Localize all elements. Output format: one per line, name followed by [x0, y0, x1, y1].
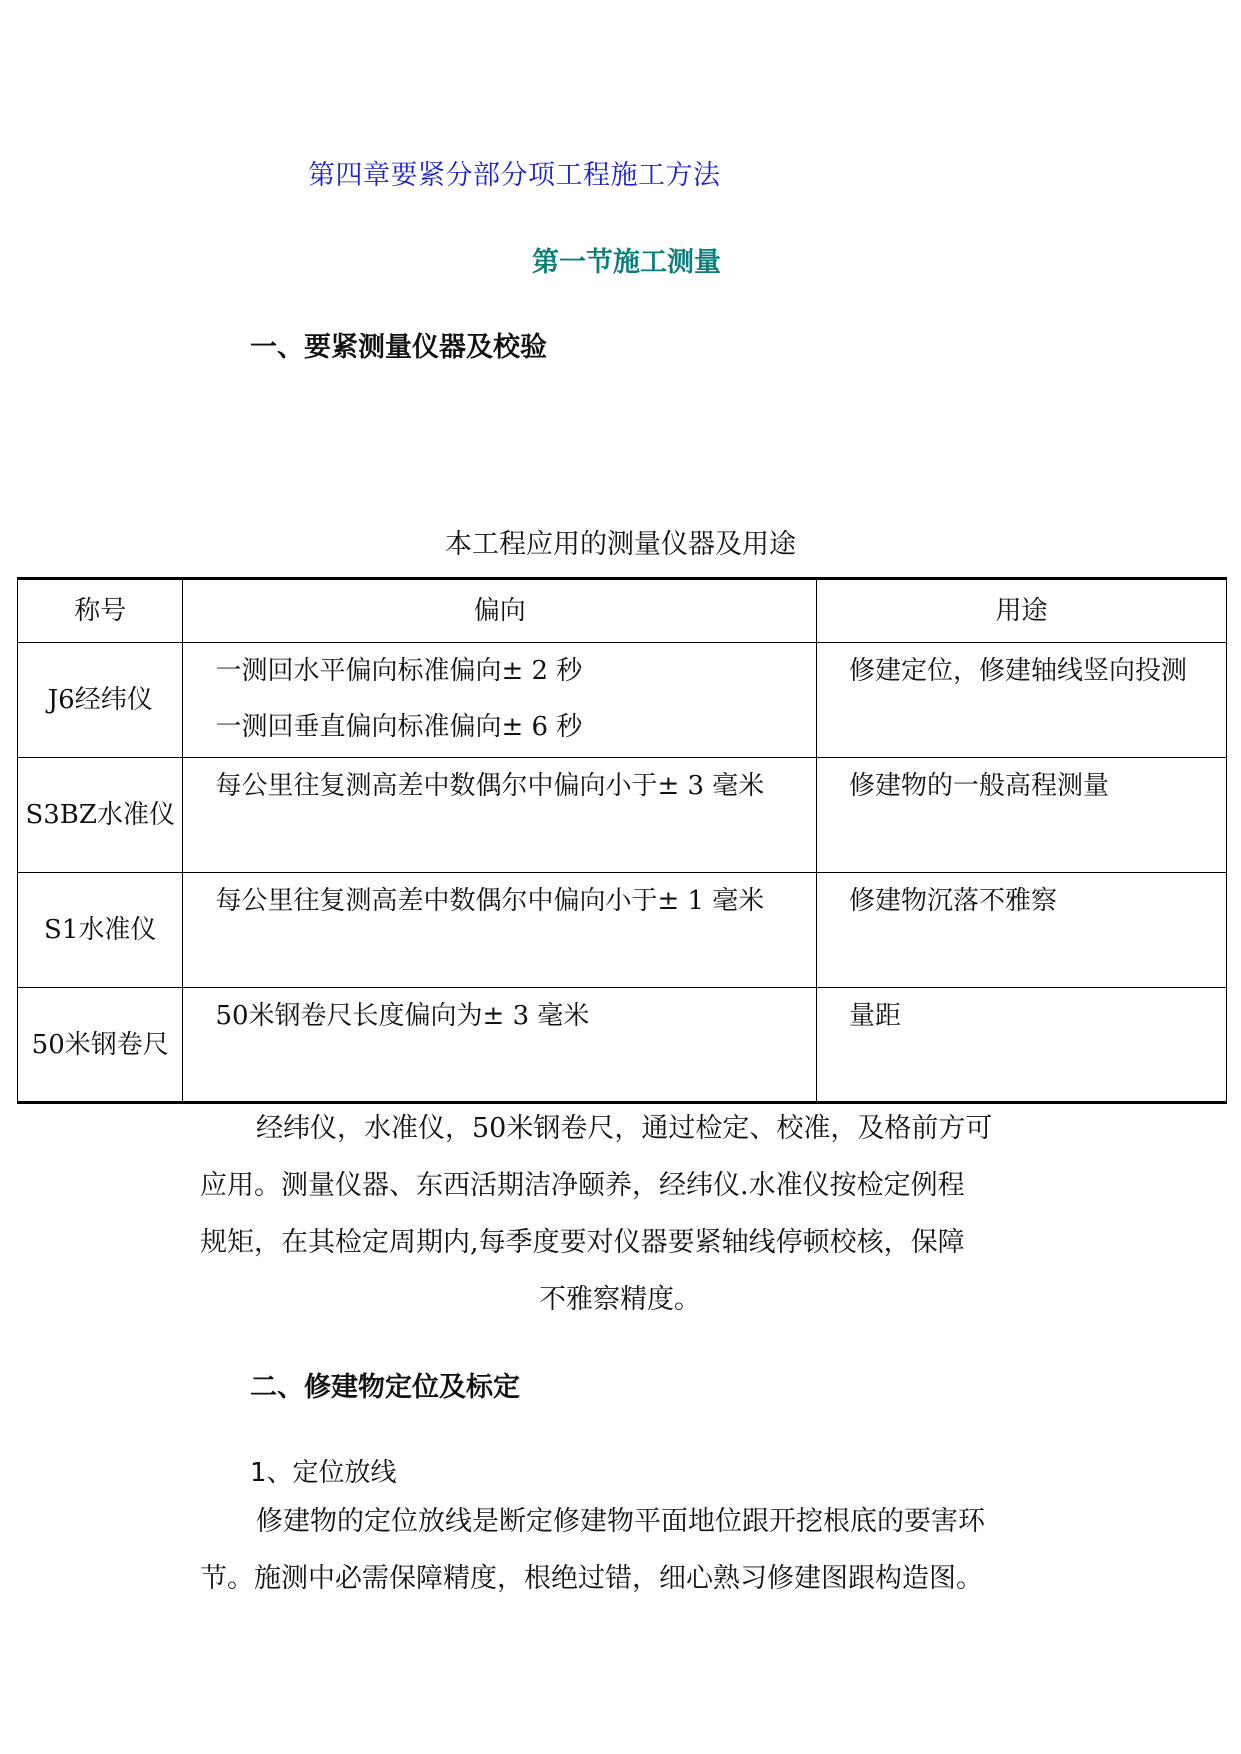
cell-name: S3BZ水准仪	[18, 758, 183, 873]
paragraph-line: 应用。测量仪器、东西活期洁净颐养，经纬仪.水准仪按检定例程	[200, 1170, 965, 1201]
paragraph-line: 节。施测中必需保障精度，根绝过错，细心熟习修建图跟构造图。	[200, 1563, 983, 1594]
instrument-table	[17, 577, 1227, 1104]
table-row	[18, 758, 1227, 873]
cell-use: 量距	[816, 988, 1226, 1103]
chapter-title: 第四章要紧分部分项工程施工方法	[308, 160, 721, 191]
table-row	[18, 873, 1227, 988]
heading-positioning: 二、修建物定位及标定	[250, 1372, 520, 1403]
cell-deviation: 每公里往复测高差中数偶尔中偏向小于± 3 毫米	[183, 758, 817, 873]
table-header-row	[18, 579, 1227, 643]
cell-deviation	[183, 643, 817, 758]
subheading-layout: 1、定位放线	[250, 1458, 397, 1488]
heading-instruments: 一、要紧测量仪器及校验	[250, 332, 547, 363]
table-row	[18, 643, 1227, 758]
cell-name: J6经纬仪	[18, 643, 183, 758]
cell-deviation-line: 一测回水平偏向标准偏向± 2 秒	[215, 656, 583, 686]
cell-use: 修建定位，修建轴线竖向投测	[816, 643, 1226, 758]
section-title: 第一节施工测量	[532, 247, 721, 278]
table-caption: 本工程应用的测量仪器及用途	[445, 529, 796, 560]
header-name: 称号	[18, 579, 183, 643]
cell-name: S1水准仪	[18, 873, 183, 988]
cell-deviation: 50米钢卷尺长度偏向为± 3 毫米	[183, 988, 817, 1103]
cell-use: 修建物沉落不雅察	[816, 873, 1226, 988]
table-row	[18, 988, 1227, 1103]
header-use: 用途	[816, 579, 1226, 643]
paragraph-calibration	[200, 1100, 1040, 1328]
header-deviation: 偏向	[183, 579, 817, 643]
cell-deviation: 每公里往复测高差中数偶尔中偏向小于± 1 毫米	[183, 873, 817, 988]
cell-deviation-line: 一测回垂直偏向标准偏向± 6 秒	[215, 712, 583, 742]
cell-name: 50米钢卷尺	[18, 988, 183, 1103]
paragraph-line: 规矩，在其检定周期内,每季度要对仪器要紧轴线停顿校核，保障	[200, 1227, 965, 1258]
paragraph-layout	[200, 1493, 1040, 1607]
paragraph-line: 修建物的定位放线是断定修建物平面地位跟开挖根底的要害环	[256, 1506, 985, 1537]
paragraph-line: 不雅察精度。	[539, 1284, 701, 1315]
cell-use: 修建物的一般高程测量	[816, 758, 1226, 873]
paragraph-line: 经纬仪，水准仪，50米钢卷尺，通过检定、校准，及格前方可	[256, 1113, 993, 1144]
